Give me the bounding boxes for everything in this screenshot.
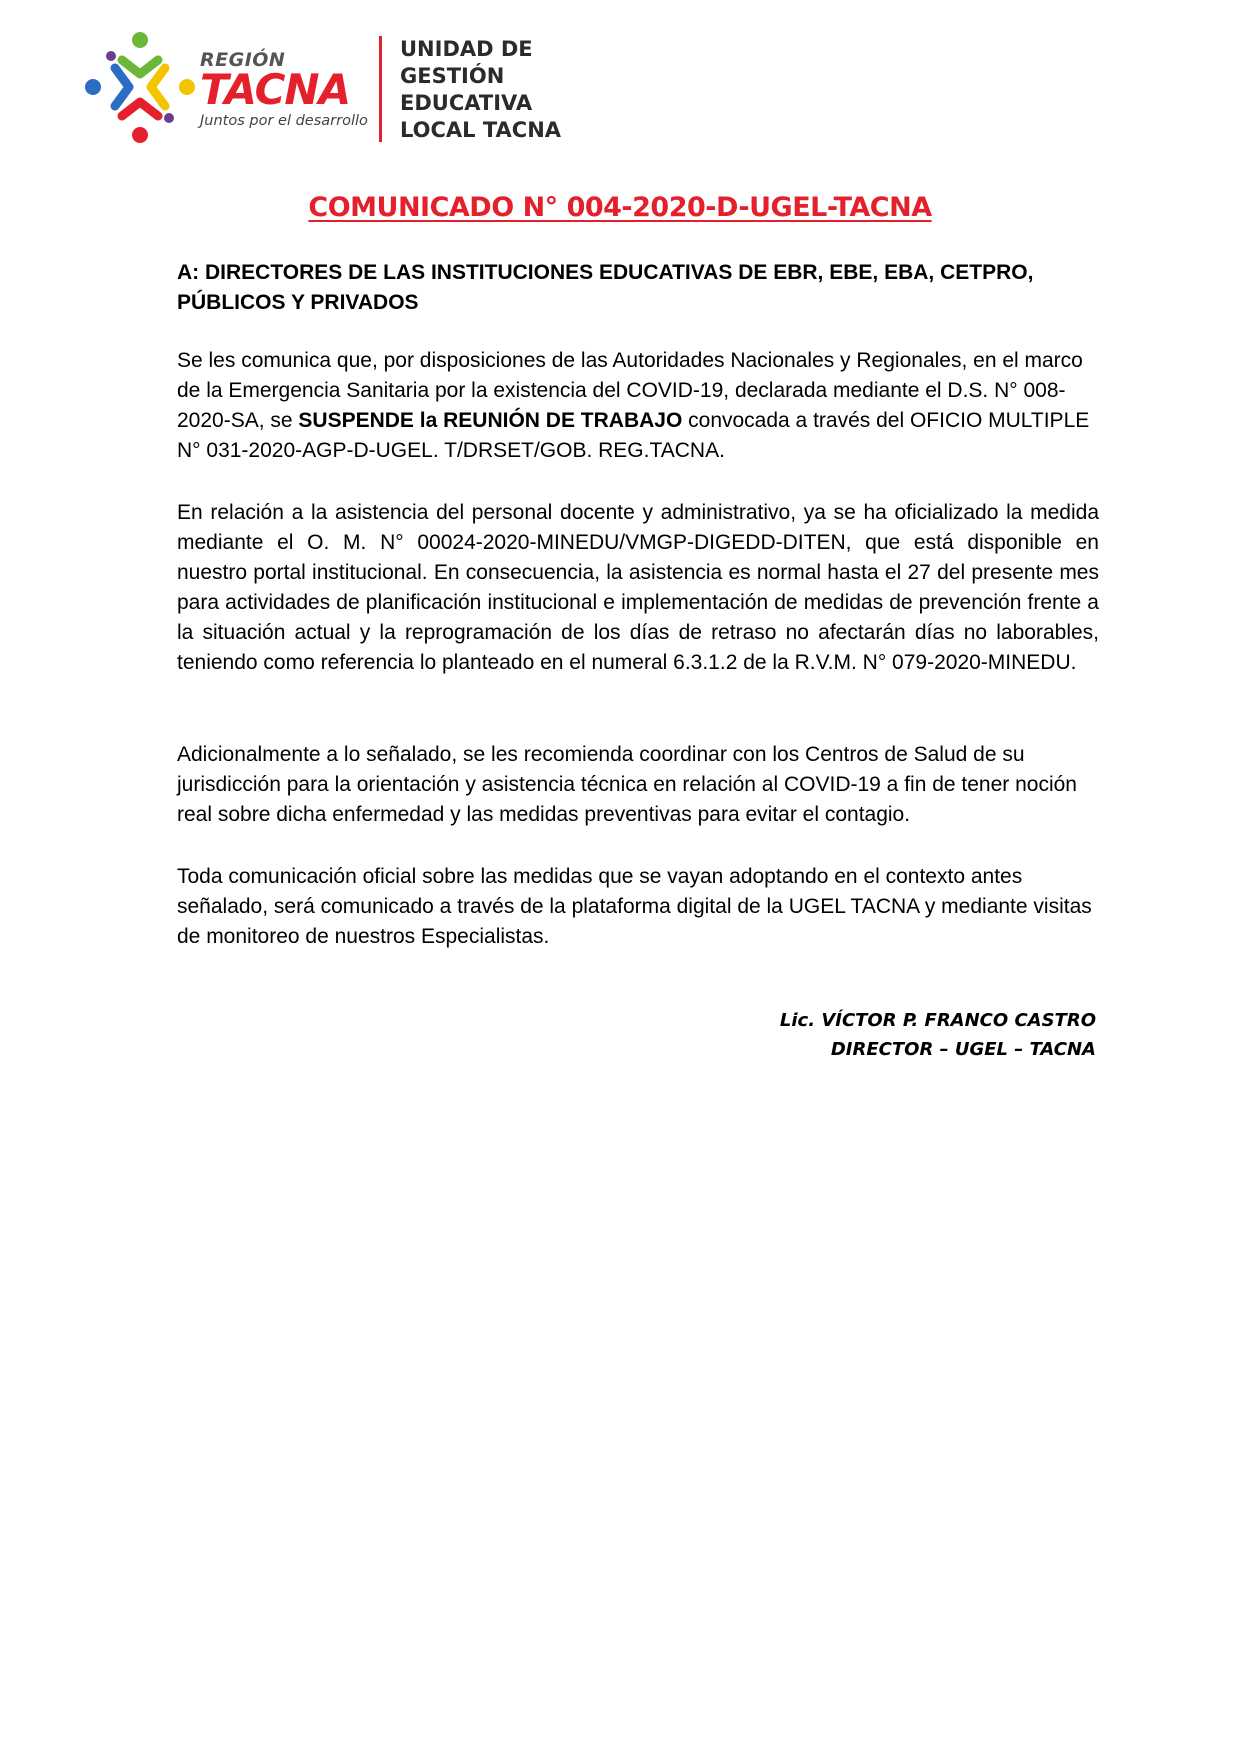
logo-tagline: Juntos por el desarrollo bbox=[200, 113, 368, 129]
unit-line: EDUCATIVA bbox=[400, 91, 533, 115]
logo-region-text: REGIÓN bbox=[200, 49, 286, 71]
addressee: A: DIRECTORES DE LAS INSTITUCIONES EDUCATIVAS DE EBR, EBE, EBA, CETPRO, PÚBLICOS Y PRIVADOS bbox=[177, 261, 1034, 314]
unit-line: UNIDAD DE bbox=[400, 37, 533, 61]
logo-tacna-text: TACNA bbox=[200, 65, 351, 114]
paragraph-text: convocada a través del OFICIO MULTIPLE N° 031-2020-AGP-D-UGEL. T/DRSET/GOB. REG.TACNA. bbox=[177, 409, 1090, 462]
paragraph-communication: Toda comunicación oficial sobre las medidas que se vayan adoptando en el contexto antes señalado, será comunicado a través de la plataforma digital de la UGEL TACNA y mediante visitas de monitoreo de nuestros Especialistas. bbox=[177, 865, 1092, 948]
document-title: COMUNICADO N° 004-2020-D-UGEL-TACNA bbox=[308, 192, 932, 223]
region-tacna-logo-icon bbox=[85, 30, 195, 145]
suspension-emphasis: SUSPENDE la REUNIÓN DE TRABAJO bbox=[298, 409, 683, 432]
paragraph-attendance: En relación a la asistencia del personal docente y administrativo, ya se ha oficializado la medida mediante el O. M. N° 00024-2020-MINEDU/VMGP-DIGEDD-DITEN, que está disponible en nuestro portal institucional. En consecuencia, la asistencia es normal hasta el 27 del presente mes para actividades de planificación institucional e implementación de medidas de prevención frente a la situación actual y la reprogramación de los días de retraso no afectarán días no laborables, teniendo como referencia lo planteado en el numeral 6.3.1.2 de la R.V.M. N° 079-2020-MINEDU. bbox=[177, 501, 1099, 674]
letterhead bbox=[85, 30, 685, 150]
signatory-name: Lic. VÍCTOR P. FRANCO CASTRO bbox=[779, 1010, 1096, 1031]
unit-line: GESTIÓN bbox=[400, 64, 505, 88]
paragraph-suspension bbox=[177, 346, 1099, 466]
logo-wordmark bbox=[200, 50, 368, 130]
paragraph-text: Se les comunica que, por disposiciones de las Autoridades Nacionales y Regionales, en el marco de la Emergencia Sanitaria por la existencia del COVID-19, declarada mediante el D.S. N° 008-2020-SA, se bbox=[177, 349, 1083, 432]
unit-line: LOCAL TACNA bbox=[400, 118, 562, 142]
signature-block bbox=[780, 1006, 1096, 1064]
paragraph-health-coordination: Adicionalmente a lo señalado, se les recomienda coordinar con los Centros de Salud de su jurisdicción para la orientación y asistencia técnica en relación al COVID-19 a fin de tener noción real sobre dicha enfermedad y las medidas preventivas para evitar el contagio. bbox=[177, 743, 1077, 826]
unit-name bbox=[400, 36, 561, 144]
header-divider bbox=[379, 36, 382, 142]
signatory-role: DIRECTOR – UGEL – TACNA bbox=[830, 1039, 1096, 1060]
